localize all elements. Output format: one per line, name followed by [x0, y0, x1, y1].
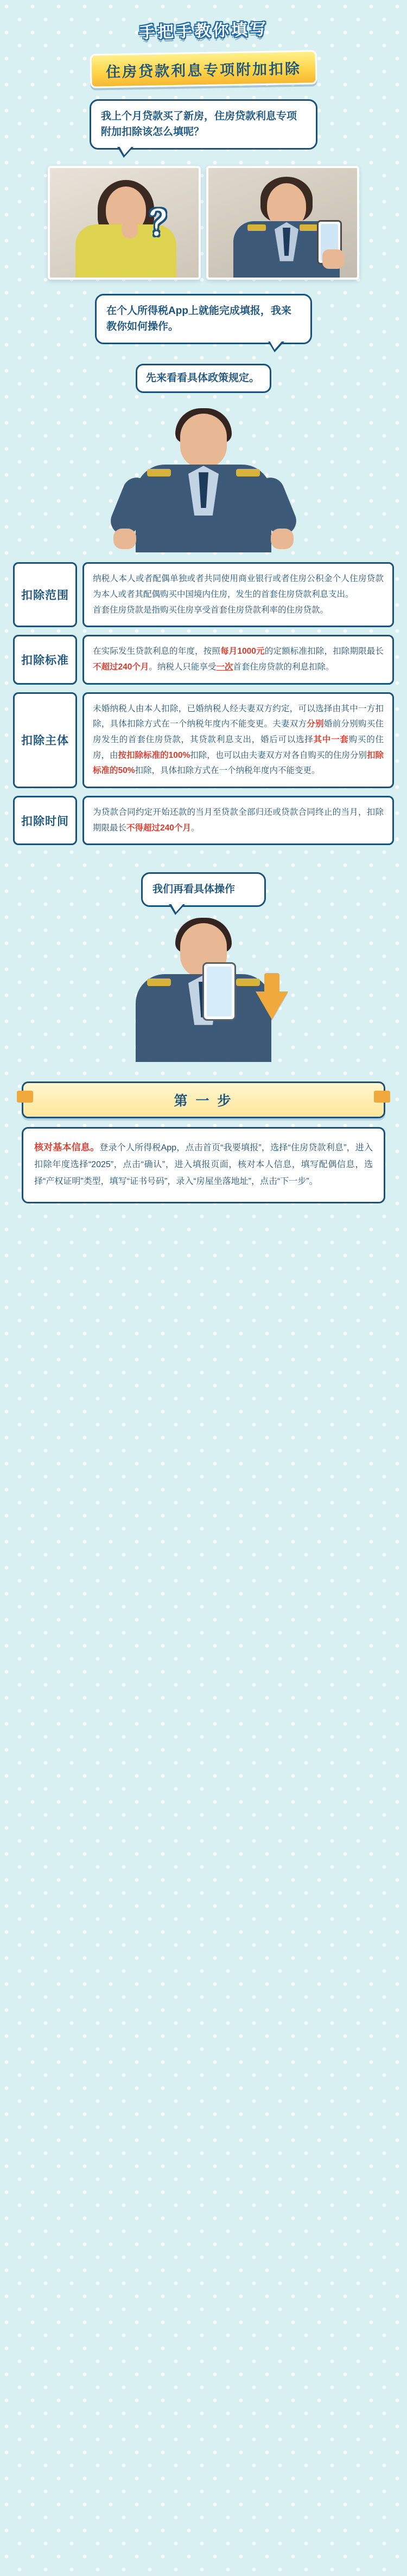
question-mark-icon: ？ [149, 204, 183, 242]
highlight-monthly-amount: 每月1000元 [220, 647, 265, 656]
row-content-scope [82, 562, 394, 627]
officer-hand [322, 249, 344, 269]
officer-big-hand-right [271, 529, 294, 549]
table-row [13, 692, 394, 788]
policy-intro-bubble: 先来看看具体政策规定。 [136, 364, 271, 394]
woman-hand [122, 220, 138, 239]
highlight-100-percent: 按扣除标准的100% [118, 750, 190, 760]
row-content-standard: 在实际发生贷款利息的年度，按照每月1000元的定额标准扣除，扣除期限最长不超过240个月。纳税人只能享受一次首套住房贷款的利息扣除。 [82, 635, 394, 684]
step-1-banner [22, 1081, 385, 1118]
policy-table [0, 552, 407, 858]
highlight-50-percent: 扣除标准的50% [93, 750, 384, 776]
operation-intro-bubble: 我们再看具体操作 [141, 872, 266, 906]
highlight-premarital: 分别 [307, 719, 324, 729]
row-label-time: 扣除时间 [13, 796, 77, 845]
table-row [13, 562, 394, 627]
step-1-banner-label: 第 一 步 [174, 1093, 233, 1109]
page-title-line2: 住房贷款利息专项附加扣除 [105, 60, 302, 81]
policy-intro-section [0, 358, 407, 396]
highlight-time-limit: 不得超过240个月 [126, 823, 191, 833]
row-content-time: 为贷款合同约定开始还款的当月至贷款全部归还或贷款合同终止的当月，扣除期限最长不得超过240个月。 [82, 796, 394, 845]
row-label-scope: 扣除范围 [13, 562, 77, 627]
infographic-page [0, 0, 407, 1220]
officer-big-epaulette-left [147, 469, 171, 476]
question-section [0, 92, 407, 164]
arrow-down-icon [256, 991, 288, 1020]
header [0, 0, 407, 92]
step-1-card [22, 1127, 385, 1204]
officer-illustration [111, 401, 296, 552]
operation-intro-section [0, 858, 407, 906]
highlight-once: 一次 [216, 662, 233, 672]
officer-pointing-illustration [95, 910, 312, 1073]
officer-epaulette-left [247, 224, 266, 231]
table-row [13, 635, 394, 684]
title-band [120, 14, 287, 44]
officer-big-epaulette-right [236, 469, 260, 476]
phone-screen [207, 967, 232, 1016]
woman-photo [48, 166, 201, 280]
step-1-body: 登录个人所得税App，点击首页“我要填报”，选择“住房贷款利息”，进入扣除年度选择“2025”，点击“确认”，进入填报页面，核对本人信息，填写配偶信息，选择“产权证明”类型，填写“证书号码”，录入“房屋坐落地址”，点击“下一步”。 [34, 1143, 373, 1187]
title-banner [90, 50, 317, 88]
scope-paragraph-1: 纳税人本人或者配偶单独或者共同使用商业银行或者住房公积金个人住房贷款为本人或者其配偶购买中国境内住房，发生的首套住房贷款利息支出。 [93, 574, 384, 599]
row-label-standard: 扣除标准 [13, 635, 77, 684]
highlight-max-months: 不超过240个月 [93, 662, 149, 672]
row-content-subject: 未婚纳税人由本人扣除，已婚纳税人经夫妻双方约定，可以选择由其中一方扣除，具体扣除方式在一个纳税年度内不能变更。夫妻双方分别婚前分别购买住房发生的首套住房贷款，其贷款利息支出，婚后可以选择其中一套购买的住房，由按扣除标准的100%扣除，也可以由夫妻双方对各自购买的住房分别扣除标准的50%扣除，具体扣除方式在一个纳税年度内不能变更。 [82, 692, 394, 788]
photo-duo [48, 166, 359, 280]
phone-icon [202, 962, 236, 1021]
table-row [13, 796, 394, 845]
tax-officer-photo [206, 166, 359, 280]
ribbon-left-icon [17, 1091, 33, 1103]
page-title-line1: 手把手教你填写 [138, 20, 269, 42]
question-bubble: 我上个月贷款买了新房，住房贷款利息专项附加扣除该怎么填呢？ [90, 99, 317, 150]
highlight-one-property: 其中一套 [313, 735, 349, 744]
answer-section [0, 280, 407, 358]
step-1-section [0, 1073, 407, 1118]
row-label-subject: 扣除主体 [13, 692, 77, 788]
step-1-title: 核对基本信息。 [34, 1142, 100, 1152]
pointing-officer-epaulette-right [236, 978, 260, 986]
scope-paragraph-2: 首套住房贷款是指购买住房享受首套住房贷款利率的住房贷款。 [93, 605, 329, 615]
ribbon-right-icon [374, 1091, 390, 1103]
answer-bubble: 在个人所得税App上就能完成填报，我来教你如何操作。 [95, 294, 312, 344]
officer-epaulette-right [300, 224, 318, 231]
pointing-officer-epaulette-left [147, 978, 171, 986]
officer-big-hand-left [113, 529, 136, 549]
officer-big-head [180, 414, 227, 468]
